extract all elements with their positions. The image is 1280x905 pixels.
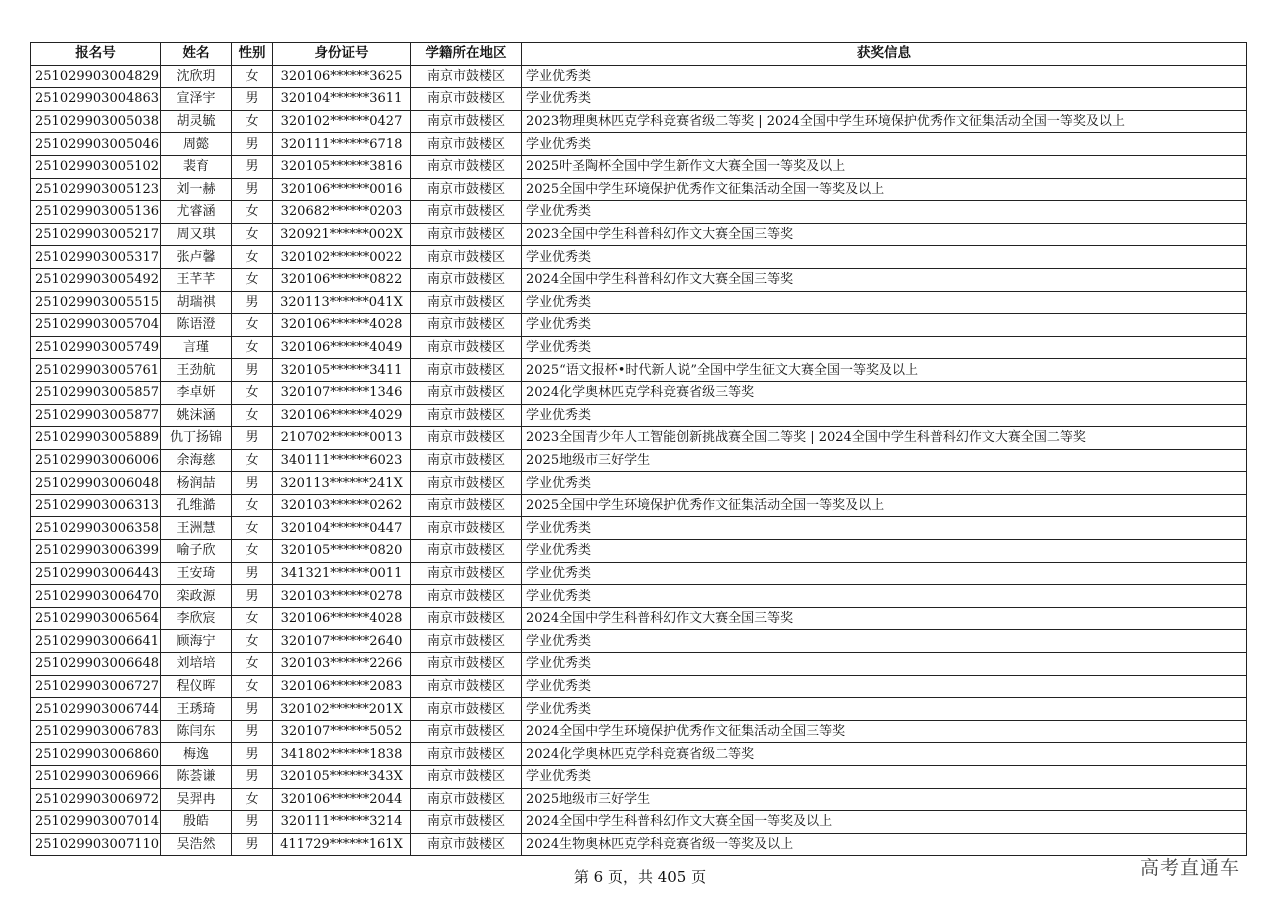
cell-award-info: 2025全国中学生环境保护优秀作文征集活动全国一等奖及以上 bbox=[522, 494, 1247, 517]
cell-gender: 女 bbox=[232, 607, 273, 630]
cell-registration-no: 251029903006006 bbox=[31, 449, 161, 472]
cell-name: 刘培培 bbox=[161, 653, 232, 676]
cell-award-info: 2025“语文报杯•时代新人说”全国中学生征文大赛全国一等奖及以上 bbox=[522, 359, 1247, 382]
cell-name: 孔维澔 bbox=[161, 494, 232, 517]
cell-region: 南京市鼓楼区 bbox=[411, 675, 522, 698]
cell-registration-no: 251029903006860 bbox=[31, 743, 161, 766]
cell-region: 南京市鼓楼区 bbox=[411, 720, 522, 743]
cell-registration-no: 251029903006443 bbox=[31, 562, 161, 585]
cell-registration-no: 251029903004863 bbox=[31, 88, 161, 111]
cell-id-number: 320111******6718 bbox=[273, 133, 411, 156]
cell-name: 刘一赫 bbox=[161, 178, 232, 201]
cell-award-info: 2024全国中学生环境保护优秀作文征集活动全国三等奖 bbox=[522, 720, 1247, 743]
table-row bbox=[31, 314, 1247, 337]
cell-name: 周又琪 bbox=[161, 223, 232, 246]
cell-region: 南京市鼓楼区 bbox=[411, 246, 522, 269]
header-name: 姓名 bbox=[161, 43, 232, 66]
cell-award-info: 学业优秀类 bbox=[522, 133, 1247, 156]
cell-region: 南京市鼓楼区 bbox=[411, 88, 522, 111]
cell-region: 南京市鼓楼区 bbox=[411, 201, 522, 224]
cell-gender: 男 bbox=[232, 811, 273, 834]
cell-name: 陈荟谦 bbox=[161, 766, 232, 789]
cell-registration-no: 251029903005046 bbox=[31, 133, 161, 156]
cell-id-number: 341321******0011 bbox=[273, 562, 411, 585]
cell-registration-no: 251029903006048 bbox=[31, 472, 161, 495]
page-number: 第 6 页，共 405 页 bbox=[573, 868, 707, 886]
cell-gender: 男 bbox=[232, 291, 273, 314]
table-row bbox=[31, 381, 1247, 404]
cell-name: 陈语澄 bbox=[161, 314, 232, 337]
cell-region: 南京市鼓楼区 bbox=[411, 314, 522, 337]
cell-region: 南京市鼓楼区 bbox=[411, 133, 522, 156]
watermark-text: 高考直通车 bbox=[1140, 857, 1241, 879]
cell-name: 张卢馨 bbox=[161, 246, 232, 269]
cell-name: 王琇琦 bbox=[161, 698, 232, 721]
cell-name: 仇丁扬锦 bbox=[161, 427, 232, 450]
cell-region: 南京市鼓楼区 bbox=[411, 653, 522, 676]
cell-name: 程仪晖 bbox=[161, 675, 232, 698]
cell-gender: 女 bbox=[232, 653, 273, 676]
cell-id-number: 320113******041X bbox=[273, 291, 411, 314]
cell-gender: 女 bbox=[232, 65, 273, 88]
table-row bbox=[31, 201, 1247, 224]
cell-region: 南京市鼓楼区 bbox=[411, 110, 522, 133]
table-row bbox=[31, 811, 1247, 834]
cell-gender: 男 bbox=[232, 833, 273, 856]
cell-registration-no: 251029903005877 bbox=[31, 404, 161, 427]
cell-award-info: 学业优秀类 bbox=[522, 562, 1247, 585]
table-row bbox=[31, 110, 1247, 133]
header-region: 学籍所在地区 bbox=[411, 43, 522, 66]
cell-gender: 女 bbox=[232, 110, 273, 133]
cell-name: 王芊芊 bbox=[161, 268, 232, 291]
cell-region: 南京市鼓楼区 bbox=[411, 811, 522, 834]
cell-name: 周懿 bbox=[161, 133, 232, 156]
cell-registration-no: 251029903007014 bbox=[31, 811, 161, 834]
cell-registration-no: 251029903006783 bbox=[31, 720, 161, 743]
table-row bbox=[31, 607, 1247, 630]
cell-award-info: 学业优秀类 bbox=[522, 88, 1247, 111]
table-row bbox=[31, 88, 1247, 111]
cell-region: 南京市鼓楼区 bbox=[411, 268, 522, 291]
award-table bbox=[30, 42, 1247, 856]
cell-registration-no: 251029903005136 bbox=[31, 201, 161, 224]
cell-name: 杨润喆 bbox=[161, 472, 232, 495]
cell-id-number: 320113******241X bbox=[273, 472, 411, 495]
cell-name: 顾海宁 bbox=[161, 630, 232, 653]
cell-award-info: 学业优秀类 bbox=[522, 540, 1247, 563]
cell-gender: 男 bbox=[232, 562, 273, 585]
cell-gender: 女 bbox=[232, 404, 273, 427]
table-row bbox=[31, 223, 1247, 246]
cell-name: 宣泽宇 bbox=[161, 88, 232, 111]
cell-region: 南京市鼓楼区 bbox=[411, 404, 522, 427]
cell-region: 南京市鼓楼区 bbox=[411, 223, 522, 246]
cell-gender: 男 bbox=[232, 88, 273, 111]
cell-award-info: 学业优秀类 bbox=[522, 585, 1247, 608]
cell-id-number: 320106******0822 bbox=[273, 268, 411, 291]
cell-registration-no: 251029903006470 bbox=[31, 585, 161, 608]
table-row bbox=[31, 359, 1247, 382]
cell-gender: 女 bbox=[232, 201, 273, 224]
table-row bbox=[31, 743, 1247, 766]
table-row bbox=[31, 562, 1247, 585]
cell-award-info: 学业优秀类 bbox=[522, 630, 1247, 653]
cell-name: 裴育 bbox=[161, 155, 232, 178]
cell-region: 南京市鼓楼区 bbox=[411, 607, 522, 630]
cell-id-number: 320103******0262 bbox=[273, 494, 411, 517]
cell-id-number: 340111******6023 bbox=[273, 449, 411, 472]
table-row bbox=[31, 133, 1247, 156]
cell-registration-no: 251029903006966 bbox=[31, 766, 161, 789]
cell-award-info: 学业优秀类 bbox=[522, 653, 1247, 676]
cell-registration-no: 251029903005857 bbox=[31, 381, 161, 404]
cell-region: 南京市鼓楼区 bbox=[411, 449, 522, 472]
cell-region: 南京市鼓楼区 bbox=[411, 766, 522, 789]
cell-region: 南京市鼓楼区 bbox=[411, 517, 522, 540]
award-list-sheet bbox=[30, 42, 1246, 856]
cell-gender: 女 bbox=[232, 268, 273, 291]
table-row bbox=[31, 766, 1247, 789]
table-row bbox=[31, 720, 1247, 743]
cell-id-number: 320106******4029 bbox=[273, 404, 411, 427]
cell-id-number: 320104******0447 bbox=[273, 517, 411, 540]
cell-name: 姚沫涵 bbox=[161, 404, 232, 427]
cell-gender: 女 bbox=[232, 314, 273, 337]
cell-name: 梅逸 bbox=[161, 743, 232, 766]
cell-name: 吴浩然 bbox=[161, 833, 232, 856]
table-row bbox=[31, 404, 1247, 427]
cell-name: 余海慈 bbox=[161, 449, 232, 472]
cell-registration-no: 251029903006313 bbox=[31, 494, 161, 517]
cell-id-number: 320682******0203 bbox=[273, 201, 411, 224]
table-row bbox=[31, 427, 1247, 450]
cell-name: 胡灵毓 bbox=[161, 110, 232, 133]
cell-id-number: 320105******343X bbox=[273, 766, 411, 789]
cell-region: 南京市鼓楼区 bbox=[411, 381, 522, 404]
cell-registration-no: 251029903005123 bbox=[31, 178, 161, 201]
cell-gender: 男 bbox=[232, 585, 273, 608]
table-body bbox=[31, 65, 1247, 856]
table-row bbox=[31, 630, 1247, 653]
cell-id-number: 320107******2640 bbox=[273, 630, 411, 653]
cell-award-info: 学业优秀类 bbox=[522, 675, 1247, 698]
cell-id-number: 320107******5052 bbox=[273, 720, 411, 743]
cell-award-info: 学业优秀类 bbox=[522, 314, 1247, 337]
cell-region: 南京市鼓楼区 bbox=[411, 155, 522, 178]
cell-registration-no: 251029903006641 bbox=[31, 630, 161, 653]
cell-gender: 男 bbox=[232, 133, 273, 156]
cell-gender: 女 bbox=[232, 449, 273, 472]
cell-gender: 女 bbox=[232, 381, 273, 404]
cell-gender: 女 bbox=[232, 540, 273, 563]
cell-gender: 男 bbox=[232, 766, 273, 789]
cell-award-info: 2023物理奥林匹克学科竞赛省级二等奖 | 2024全国中学生环境保护优秀作文征集活动全国一等奖及以上 bbox=[522, 110, 1247, 133]
cell-award-info: 2024全国中学生科普科幻作文大赛全国三等奖 bbox=[522, 268, 1247, 291]
cell-region: 南京市鼓楼区 bbox=[411, 788, 522, 811]
cell-name: 王洲慧 bbox=[161, 517, 232, 540]
table-row bbox=[31, 517, 1247, 540]
table-row bbox=[31, 675, 1247, 698]
cell-name: 栾政源 bbox=[161, 585, 232, 608]
cell-gender: 女 bbox=[232, 630, 273, 653]
cell-region: 南京市鼓楼区 bbox=[411, 291, 522, 314]
cell-name: 言瑾 bbox=[161, 336, 232, 359]
table-row bbox=[31, 494, 1247, 517]
table-row bbox=[31, 268, 1247, 291]
cell-region: 南京市鼓楼区 bbox=[411, 472, 522, 495]
cell-gender: 男 bbox=[232, 427, 273, 450]
cell-award-info: 学业优秀类 bbox=[522, 404, 1247, 427]
cell-id-number: 320106******2044 bbox=[273, 788, 411, 811]
header-gender: 性别 bbox=[232, 43, 273, 66]
cell-registration-no: 251029903005038 bbox=[31, 110, 161, 133]
cell-award-info: 学业优秀类 bbox=[522, 698, 1247, 721]
table-row bbox=[31, 336, 1247, 359]
cell-gender: 女 bbox=[232, 788, 273, 811]
cell-registration-no: 251029903006972 bbox=[31, 788, 161, 811]
cell-id-number: 320106******0016 bbox=[273, 178, 411, 201]
cell-registration-no: 251029903006564 bbox=[31, 607, 161, 630]
cell-id-number: 320102******0427 bbox=[273, 110, 411, 133]
cell-award-info: 学业优秀类 bbox=[522, 517, 1247, 540]
cell-gender: 男 bbox=[232, 155, 273, 178]
cell-award-info: 2025全国中学生环境保护优秀作文征集活动全国一等奖及以上 bbox=[522, 178, 1247, 201]
cell-name: 喻子欣 bbox=[161, 540, 232, 563]
cell-id-number: 320105******3816 bbox=[273, 155, 411, 178]
table-row bbox=[31, 178, 1247, 201]
cell-registration-no: 251029903006358 bbox=[31, 517, 161, 540]
cell-name: 王安琦 bbox=[161, 562, 232, 585]
cell-award-info: 2023全国中学生科普科幻作文大赛全国三等奖 bbox=[522, 223, 1247, 246]
table-row bbox=[31, 788, 1247, 811]
cell-award-info: 2025地级市三好学生 bbox=[522, 788, 1247, 811]
cell-name: 尤睿涵 bbox=[161, 201, 232, 224]
cell-region: 南京市鼓楼区 bbox=[411, 359, 522, 382]
cell-id-number: 320921******002X bbox=[273, 223, 411, 246]
cell-region: 南京市鼓楼区 bbox=[411, 336, 522, 359]
cell-id-number: 320103******0278 bbox=[273, 585, 411, 608]
cell-id-number: 320102******201X bbox=[273, 698, 411, 721]
header-id-number: 身份证号 bbox=[273, 43, 411, 66]
cell-gender: 女 bbox=[232, 223, 273, 246]
cell-id-number: 320103******2266 bbox=[273, 653, 411, 676]
cell-gender: 女 bbox=[232, 517, 273, 540]
cell-award-info: 学业优秀类 bbox=[522, 472, 1247, 495]
cell-registration-no: 251029903005704 bbox=[31, 314, 161, 337]
cell-registration-no: 251029903006727 bbox=[31, 675, 161, 698]
cell-registration-no: 251029903005515 bbox=[31, 291, 161, 314]
cell-award-info: 学业优秀类 bbox=[522, 336, 1247, 359]
cell-registration-no: 251029903005102 bbox=[31, 155, 161, 178]
cell-region: 南京市鼓楼区 bbox=[411, 743, 522, 766]
cell-name: 吴羿冉 bbox=[161, 788, 232, 811]
cell-name: 王劲航 bbox=[161, 359, 232, 382]
cell-award-info: 2024化学奥林匹克学科竞赛省级二等奖 bbox=[522, 743, 1247, 766]
cell-gender: 男 bbox=[232, 359, 273, 382]
cell-id-number: 411729******161X bbox=[273, 833, 411, 856]
table-row bbox=[31, 472, 1247, 495]
cell-award-info: 学业优秀类 bbox=[522, 65, 1247, 88]
table-row bbox=[31, 291, 1247, 314]
cell-id-number: 320105******3411 bbox=[273, 359, 411, 382]
cell-region: 南京市鼓楼区 bbox=[411, 585, 522, 608]
cell-gender: 女 bbox=[232, 494, 273, 517]
cell-id-number: 320102******0022 bbox=[273, 246, 411, 269]
table-row bbox=[31, 698, 1247, 721]
cell-name: 李卓妍 bbox=[161, 381, 232, 404]
table-row bbox=[31, 65, 1247, 88]
cell-gender: 男 bbox=[232, 472, 273, 495]
cell-name: 殷皓 bbox=[161, 811, 232, 834]
table-row bbox=[31, 540, 1247, 563]
cell-award-info: 2024化学奥林匹克学科竞赛省级三等奖 bbox=[522, 381, 1247, 404]
table-header-row bbox=[31, 43, 1247, 66]
cell-registration-no: 251029903006648 bbox=[31, 653, 161, 676]
header-award-info: 获奖信息 bbox=[522, 43, 1247, 66]
cell-award-info: 2025叶圣陶杯全国中学生新作文大赛全国一等奖及以上 bbox=[522, 155, 1247, 178]
table-row bbox=[31, 653, 1247, 676]
cell-gender: 男 bbox=[232, 698, 273, 721]
cell-registration-no: 251029903005889 bbox=[31, 427, 161, 450]
cell-id-number: 320106******4028 bbox=[273, 607, 411, 630]
cell-gender: 男 bbox=[232, 720, 273, 743]
cell-award-info: 2024全国中学生科普科幻作文大赛全国三等奖 bbox=[522, 607, 1247, 630]
cell-registration-no: 251029903005761 bbox=[31, 359, 161, 382]
cell-registration-no: 251029903006744 bbox=[31, 698, 161, 721]
cell-registration-no: 251029903007110 bbox=[31, 833, 161, 856]
cell-registration-no: 251029903005317 bbox=[31, 246, 161, 269]
cell-name: 李欣宸 bbox=[161, 607, 232, 630]
cell-id-number: 320106******2083 bbox=[273, 675, 411, 698]
cell-award-info: 学业优秀类 bbox=[522, 246, 1247, 269]
cell-gender: 男 bbox=[232, 178, 273, 201]
cell-region: 南京市鼓楼区 bbox=[411, 698, 522, 721]
cell-registration-no: 251029903004829 bbox=[31, 65, 161, 88]
cell-name: 沈欣玥 bbox=[161, 65, 232, 88]
cell-region: 南京市鼓楼区 bbox=[411, 540, 522, 563]
cell-award-info: 学业优秀类 bbox=[522, 201, 1247, 224]
table-row bbox=[31, 246, 1247, 269]
cell-award-info: 2024生物奥林匹克学科竞赛省级一等奖及以上 bbox=[522, 833, 1247, 856]
cell-registration-no: 251029903005492 bbox=[31, 268, 161, 291]
cell-gender: 女 bbox=[232, 675, 273, 698]
table-row bbox=[31, 585, 1247, 608]
cell-award-info: 2025地级市三好学生 bbox=[522, 449, 1247, 472]
cell-id-number: 341802******1838 bbox=[273, 743, 411, 766]
table-row bbox=[31, 833, 1247, 856]
cell-id-number: 320106******4049 bbox=[273, 336, 411, 359]
cell-gender: 男 bbox=[232, 743, 273, 766]
cell-region: 南京市鼓楼区 bbox=[411, 178, 522, 201]
cell-id-number: 320107******1346 bbox=[273, 381, 411, 404]
cell-gender: 女 bbox=[232, 336, 273, 359]
cell-id-number: 320105******0820 bbox=[273, 540, 411, 563]
cell-region: 南京市鼓楼区 bbox=[411, 65, 522, 88]
cell-award-info: 2023全国青少年人工智能创新挑战赛全国二等奖 | 2024全国中学生科普科幻作文大赛全国二等奖 bbox=[522, 427, 1247, 450]
cell-name: 胡瑞祺 bbox=[161, 291, 232, 314]
cell-award-info: 2024全国中学生科普科幻作文大赛全国一等奖及以上 bbox=[522, 811, 1247, 834]
cell-region: 南京市鼓楼区 bbox=[411, 562, 522, 585]
cell-award-info: 学业优秀类 bbox=[522, 766, 1247, 789]
cell-registration-no: 251029903005749 bbox=[31, 336, 161, 359]
table-row bbox=[31, 449, 1247, 472]
cell-id-number: 210702******0013 bbox=[273, 427, 411, 450]
cell-name: 陈闫东 bbox=[161, 720, 232, 743]
cell-gender: 女 bbox=[232, 246, 273, 269]
cell-region: 南京市鼓楼区 bbox=[411, 427, 522, 450]
cell-id-number: 320111******3214 bbox=[273, 811, 411, 834]
cell-region: 南京市鼓楼区 bbox=[411, 494, 522, 517]
cell-region: 南京市鼓楼区 bbox=[411, 630, 522, 653]
cell-award-info: 学业优秀类 bbox=[522, 291, 1247, 314]
cell-registration-no: 251029903006399 bbox=[31, 540, 161, 563]
cell-id-number: 320106******3625 bbox=[273, 65, 411, 88]
header-registration-no: 报名号 bbox=[31, 43, 161, 66]
table-row bbox=[31, 155, 1247, 178]
cell-id-number: 320106******4028 bbox=[273, 314, 411, 337]
cell-region: 南京市鼓楼区 bbox=[411, 833, 522, 856]
cell-registration-no: 251029903005217 bbox=[31, 223, 161, 246]
cell-id-number: 320104******3611 bbox=[273, 88, 411, 111]
